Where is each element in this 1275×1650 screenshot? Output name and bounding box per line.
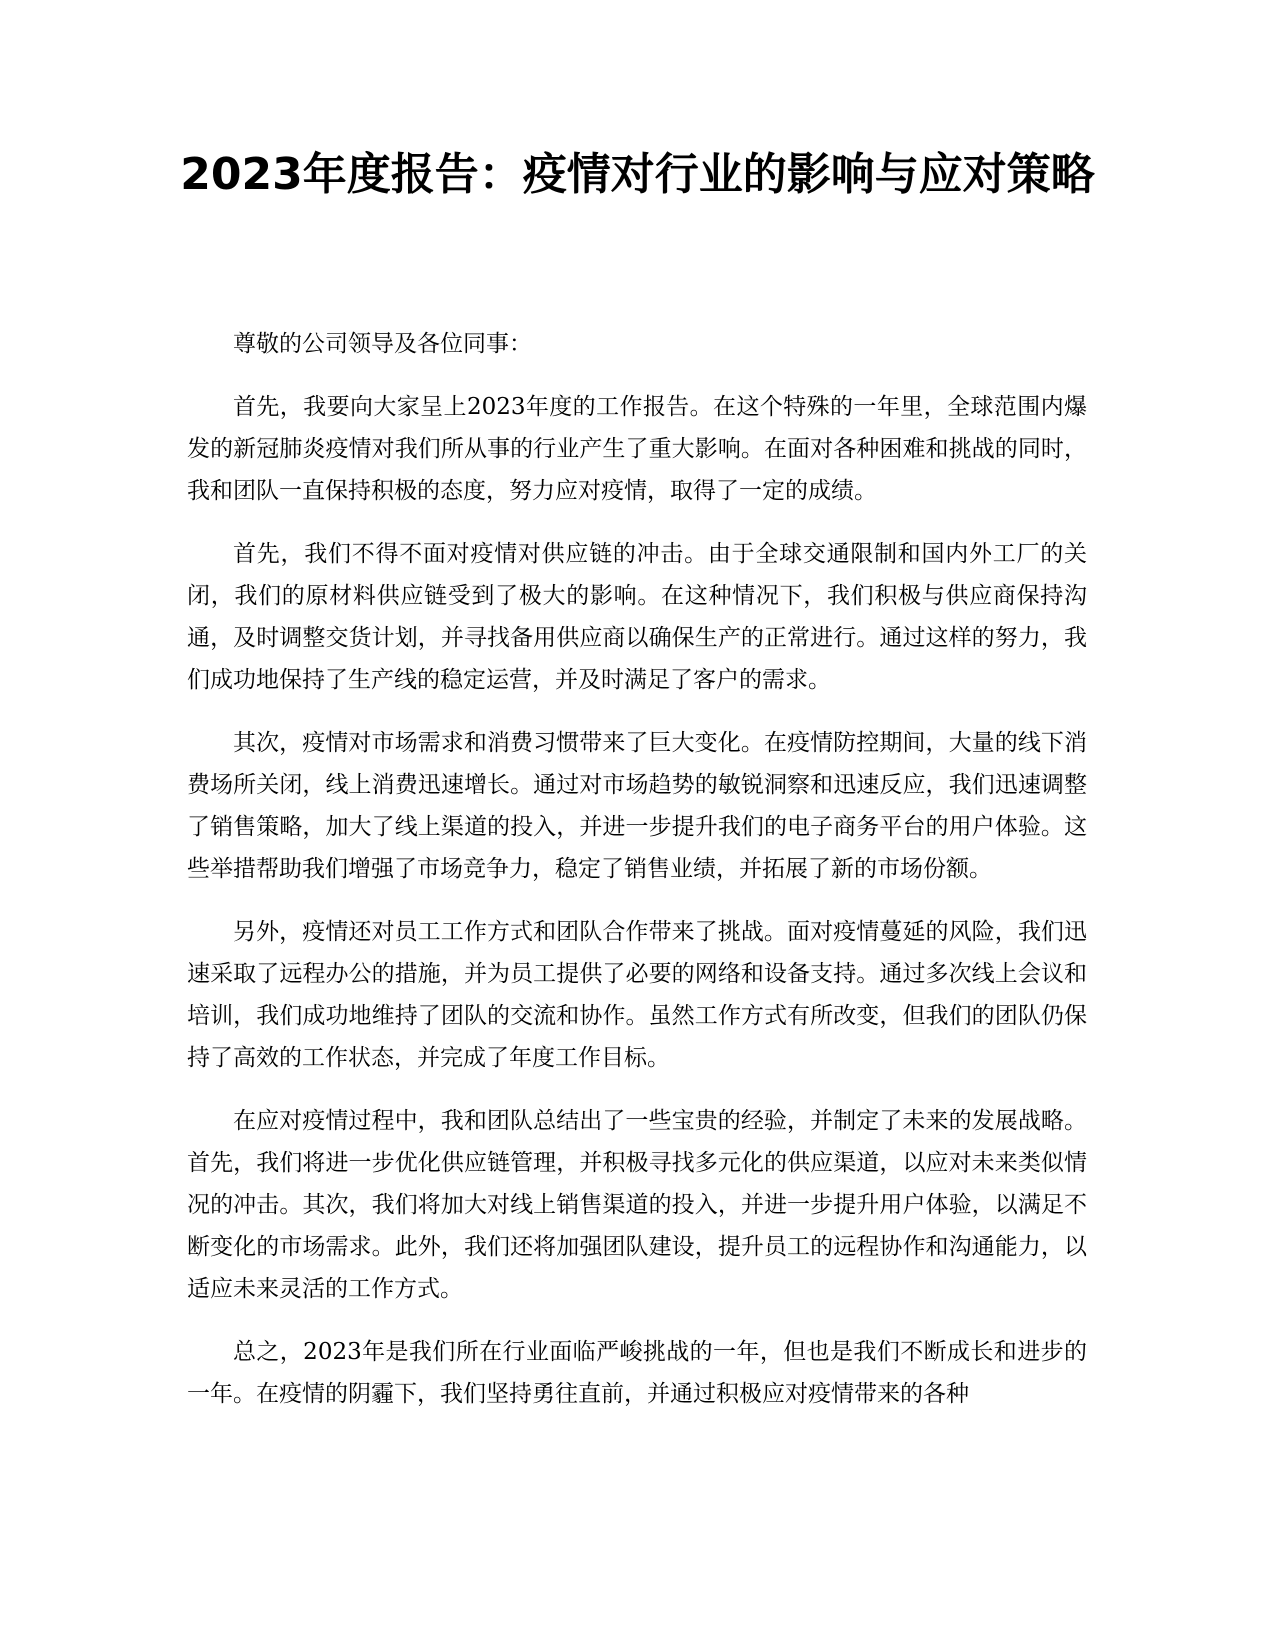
paragraph-1: 首先，我要向大家呈上2023年度的工作报告。在这个特殊的一年里，全球范围内爆发的新冠肺炎疫情对我们所从事的行业产生了重大影响。在面对各种困难和挑战的同时，我和团队一直保持积极的态度，努力应对疫情，取得了一定的成绩。 xyxy=(187,394,1087,504)
paragraph-2: 首先，我们不得不面对疫情对供应链的冲击。由于全球交通限制和国内外工厂的关闭，我们的原材料供应链受到了极大的影响。在这种情况下，我们积极与供应商保持沟通，及时调整交货计划，并寻找备用供应商以确保生产的正常进行。通过这样的努力，我们成功地保持了生产线的稳定运营，并及时满足了客户的需求。 xyxy=(187,541,1087,693)
document-title: 2023年度报告：疫情对行业的影响与应对策略 xyxy=(180,149,1095,200)
paragraph-4: 另外，疫情还对员工工作方式和团队合作带来了挑战。面对疫情蔓延的风险，我们迅速采取了远程办公的措施，并为员工提供了必要的网络和设备支持。通过多次线上会议和培训，我们成功地维持了团队的交流和协作。虽然工作方式有所改变，但我们的团队仍保持了高效的工作状态，并完成了年度工作目标。 xyxy=(187,919,1087,1071)
paragraph-3: 其次，疫情对市场需求和消费习惯带来了巨大变化。在疫情防控期间，大量的线下消费场所关闭，线上消费迅速增长。通过对市场趋势的敏锐洞察和迅速反应，我们迅速调整了销售策略，加大了线上渠道的投入，并进一步提升我们的电子商务平台的用户体验。这些举措帮助我们增强了市场竞争力，稳定了销售业绩，并拓展了新的市场份额。 xyxy=(187,730,1087,882)
paragraph-5: 在应对疫情过程中，我和团队总结出了一些宝贵的经验，并制定了未来的发展战略。首先，我们将进一步优化供应链管理，并积极寻找多元化的供应渠道，以应对未来类似情况的冲击。其次，我们将加大对线上销售渠道的投入，并进一步提升用户体验，以满足不断变化的市场需求。此外，我们还将加强团队建设，提升员工的远程协作和沟通能力，以适应未来灵活的工作方式。 xyxy=(187,1108,1087,1302)
salutation: 尊敬的公司领导及各位同事： xyxy=(233,331,532,357)
paragraph-6: 总之，2023年是我们所在行业面临严峻挑战的一年，但也是我们不断成长和进步的一年。在疫情的阴霾下，我们坚持勇往直前，并通过积极应对疫情带来的各种 xyxy=(187,1339,1087,1407)
document-body xyxy=(187,323,1087,1436)
